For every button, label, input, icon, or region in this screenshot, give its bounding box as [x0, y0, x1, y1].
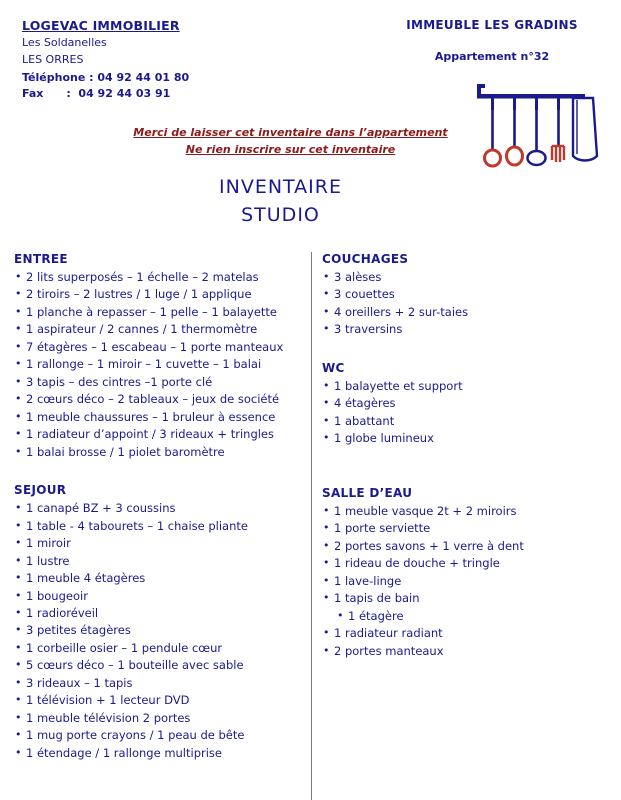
- agency-address-line-1: Les Soldanelles: [22, 36, 107, 49]
- list-item: • 1 radiateur d’appoint / 3 rideaux + tringles: [14, 426, 302, 443]
- list-item: • 1 meuble 4 étagères: [14, 570, 302, 587]
- list-item: • 7 étagères – 1 escabeau – 1 porte manteaux: [14, 339, 302, 356]
- list-item: • 5 cœurs déco – 1 bouteille avec sable: [14, 657, 302, 674]
- list-item: • 1 table - 4 tabourets – 1 chaise pliante: [14, 518, 302, 535]
- list-item: • 1 aspirateur / 2 cannes / 1 thermomètre: [14, 321, 302, 338]
- agency-phone: Téléphone : 04 92 44 01 80: [22, 70, 190, 84]
- section-wc: [322, 361, 612, 448]
- section-couchages: [322, 252, 612, 339]
- agency-address-line-2: LES ORRES: [22, 52, 84, 66]
- list-item: • 1 meuble chaussures – 1 bruleur à essence: [14, 409, 302, 426]
- list-item: • 4 oreillers + 2 sur-taies: [322, 304, 612, 321]
- section-salle-deau: [322, 486, 612, 660]
- apartment-number: Appartement n°32: [434, 50, 550, 63]
- list-item: • 2 cœurs déco – 2 tableaux – jeux de société: [14, 391, 302, 408]
- item-list: [322, 503, 612, 660]
- agency-block: [22, 18, 352, 103]
- list-item: • 1 balayette et support: [322, 378, 612, 395]
- agency-name: LOGEVAC IMMOBILIER: [22, 18, 180, 33]
- page-title: INVENTAIRE: [219, 176, 342, 199]
- section-spacer: [322, 351, 612, 361]
- list-item: • 1 étendage / 1 rallonge multiprise: [14, 745, 302, 762]
- item-list: [322, 378, 612, 448]
- list-item: • 2 lits superposés – 1 échelle – 2 matelas: [14, 269, 302, 286]
- list-item: • 1 planche à repasser – 1 pelle – 1 balayette: [14, 304, 302, 321]
- left-column: [14, 252, 310, 774]
- kitchen-utensils-rack-icon: [473, 82, 603, 187]
- list-item: • 1 rallonge – 1 miroir – 1 cuvette – 1 balai: [14, 356, 302, 373]
- inventory-columns: [0, 252, 621, 800]
- section-entree: [14, 252, 302, 461]
- list-item: • 1 meuble vasque 2t + 2 miroirs: [322, 503, 612, 520]
- list-item: • 4 étagères: [322, 395, 612, 412]
- section-title: ENTREE: [14, 252, 68, 266]
- page-subtitle: STUDIO: [241, 203, 320, 226]
- list-item: • 3 petites étagères: [14, 622, 302, 639]
- list-item: • 1 lustre: [14, 553, 302, 570]
- list-item: • 1 bougeoir: [14, 588, 302, 605]
- list-item: • 3 rideaux – 1 tapis: [14, 675, 302, 692]
- right-column: [312, 252, 612, 672]
- list-item: • 2 portes savons + 1 verre à dent: [322, 538, 612, 555]
- list-item: • 1 corbeille osier – 1 pendule cœur: [14, 640, 302, 657]
- list-item: • 1 miroir: [14, 535, 302, 552]
- list-item: • 1 tapis de bain: [322, 590, 612, 607]
- list-item: • 3 alèses: [322, 269, 612, 286]
- list-item: • 3 couettes: [322, 286, 612, 303]
- section-title: COUCHAGES: [322, 252, 409, 266]
- item-list: [14, 500, 302, 762]
- notice-line-2: Ne rien inscrire sur cet inventaire: [185, 143, 396, 157]
- list-item: • 1 rideau de douche + tringle: [322, 555, 612, 572]
- list-item: • 1 radioréveil: [14, 605, 302, 622]
- list-item: • 1 meuble télévision 2 portes: [14, 710, 302, 727]
- notice-line-1: Merci de laisser cet inventaire dans l’appartement: [133, 126, 448, 139]
- list-item: • 1 canapé BZ + 3 coussins: [14, 500, 302, 517]
- section-title: SALLE D’EAU: [322, 485, 413, 500]
- list-item: • 1 télévision + 1 lecteur DVD: [14, 692, 302, 709]
- section-title: WC: [322, 360, 345, 375]
- list-item: • 1 mug porte crayons / 1 peau de bête: [14, 727, 302, 744]
- building-name: IMMEUBLE LES GRADINS: [406, 18, 578, 32]
- list-item: • 3 traversins: [322, 321, 612, 338]
- list-item: • 1 lave-linge: [322, 573, 612, 590]
- item-list: [14, 269, 302, 461]
- list-item: • 1 balai brosse / 1 piolet baromètre: [14, 444, 302, 461]
- list-item: • 1 abattant: [322, 413, 612, 430]
- item-list: [322, 269, 612, 339]
- list-item: • 1 porte serviette: [322, 520, 612, 537]
- section-sejour: [14, 483, 302, 762]
- list-item: • 2 tiroirs – 2 lustres / 1 luge / 1 applique: [14, 286, 302, 303]
- list-item: • 1 étagère: [322, 608, 612, 625]
- list-item: • 2 portes manteaux: [322, 643, 612, 660]
- section-title: SEJOUR: [14, 483, 67, 498]
- property-block: [367, 18, 617, 63]
- agency-fax: Fax : 04 92 44 03 91: [22, 87, 171, 101]
- list-item: • 3 tapis – des cintres –1 porte clé: [14, 374, 302, 391]
- list-item: • 1 globe lumineux: [322, 430, 612, 447]
- section-spacer: [14, 473, 302, 483]
- list-item: • 1 radiateur radiant: [322, 625, 612, 642]
- section-spacer: [322, 460, 612, 486]
